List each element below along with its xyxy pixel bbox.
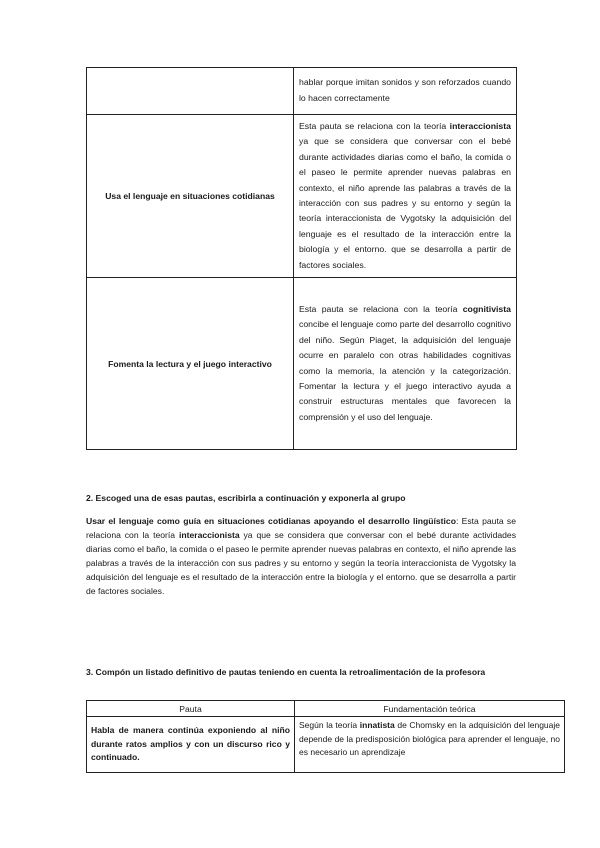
row-label: [87, 68, 294, 115]
row-text: hablar porque imitan sonidos y son reforzados cuando lo hacen correctamente: [294, 68, 517, 115]
row-label: Fomenta la lectura y el juego interactivo: [87, 278, 294, 450]
section-heading: 2. Escoged una de esas pautas, escribirla a continuación y exponerla al grupo: [86, 493, 406, 503]
theory-name: interaccionista: [178, 530, 240, 540]
table-row: [87, 717, 565, 773]
theory-name: cognitivista: [462, 303, 511, 314]
table-row: [87, 278, 517, 450]
row-label: Habla de manera continúa exponiendo al niño durante ratos amplios y con un discurso rico y continuado.: [87, 717, 295, 773]
table-row: [87, 68, 517, 115]
section-heading: 3. Compón un listado definitivo de pautas teniendo en cuenta la retroalimentación de la profesora: [86, 667, 486, 677]
guidelines-table: [86, 67, 517, 450]
table-header-row: [87, 701, 565, 717]
row-text: Según la teoría innatista de Chomsky en la adquisición del lenguaje depende de la predisposición biológica para aprender el lenguaje, no es necesario un aprendizaje: [295, 717, 565, 773]
row-text: Esta pauta se relaciona con la teoría interaccionista ya que se considera que conversar con el bebé durante actividades diarias como el baño, la comida o el paseo le permite aprender nuevas palabras en contexto, el niño aprende las palabras a través de la interacción con sus padres y su entorno y según la teoría interaccionista de Vygotsky la adquisición del lenguaje es el resultado de la interacción entre la biología y el entorno. que se desarrolla a partir de factores sociales.: [294, 115, 517, 278]
theory-name: interaccionista: [449, 121, 511, 131]
column-header-pauta: Pauta: [87, 701, 295, 717]
section-2: [86, 493, 516, 598]
guideline-title: Usar el lenguaje como guía en situaciones cotidianas apoyando el desarrollo lingüístico: [86, 516, 456, 526]
table-row: [87, 115, 517, 278]
row-text: Esta pauta se relaciona con la teoría cognitivista concibe el lenguaje como parte del desarrollo cognitivo del niño. Según Piaget, la adquisición del lenguaje ocurre en paralelo con otras habilidades cognitivas como la memoria, la atención y la categorización. Fomentar la lectura y el juego interactivo ayuda a construir estructuras mentales que favorecen la comprensión y el uso del lenguaje.: [294, 278, 517, 450]
column-header-fundamentacion: Fundamentación teórica: [295, 701, 565, 717]
section-paragraph: Usar el lenguaje como guía en situaciones cotidianas apoyando el desarrollo lingüístico: Esta pauta se relaciona con la teoría interaccionista ya que se considera que conversar con el bebé durante actividades diarias como el baño, la comida o el paseo le permite aprender nuevas palabras en contexto, el niño aprende las palabras a través de la interacción con sus padres y su entorno y según la teoría interaccionista de Vygotsky la adquisición del lenguaje es el resultado de la interacción entre la biología y el entorno. que se desarrolla a partir de factores sociales.: [86, 516, 516, 596]
row-label: Usa el lenguaje en situaciones cotidianas: [87, 115, 294, 278]
theory-name: innatista: [359, 720, 395, 730]
final-guidelines-table: [86, 700, 565, 773]
section-3: [86, 666, 516, 680]
